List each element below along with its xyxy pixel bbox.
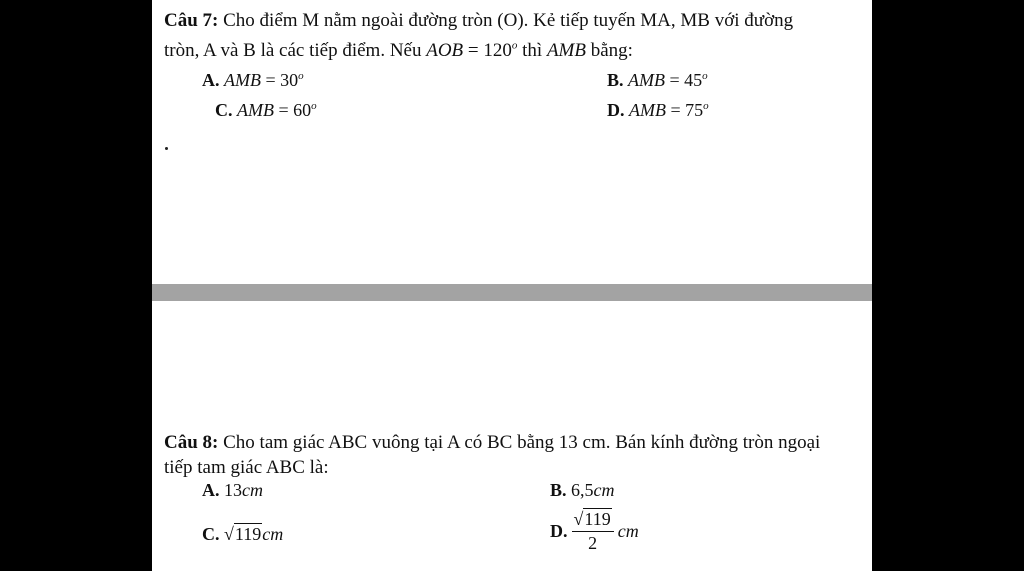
option-8-a — [202, 479, 263, 501]
question-7-text-c: bằng: — [586, 40, 633, 61]
question-7-line-1 — [164, 10, 793, 32]
option-angle: AMB — [224, 70, 261, 90]
option-7-c — [215, 99, 317, 121]
option-unit: cm — [617, 521, 639, 541]
option-value: = 30 — [260, 70, 299, 90]
degree-mark: o — [311, 100, 317, 112]
question-7-line-2 — [164, 40, 633, 62]
option-value: 6,5 — [571, 480, 594, 500]
question-8-label: Câu 8: — [164, 432, 219, 453]
sqrt-radicand: 119 — [584, 509, 611, 529]
option-angle: AMB — [628, 70, 665, 90]
fraction — [572, 508, 614, 554]
option-value: 13 — [224, 480, 242, 500]
question-8-line-1 — [164, 432, 820, 454]
option-value: = 45 — [665, 70, 703, 90]
option-value: = 75 — [665, 100, 704, 120]
option-letter: C. — [202, 524, 220, 544]
question-7-text-a: tròn, A và B là các tiếp điểm. Nếu — [164, 40, 427, 61]
question-7-text-b: thì — [517, 40, 547, 61]
option-angle: AMB — [237, 100, 274, 120]
option-8-c — [202, 523, 283, 545]
option-letter: A. — [202, 480, 220, 500]
stray-dot — [165, 147, 168, 150]
sqrt-expression — [224, 523, 262, 545]
question-8-line-2 — [164, 457, 329, 479]
sqrt-radicand: 119 — [234, 524, 262, 544]
option-8-d — [550, 508, 639, 554]
question-7-label: Câu 7: — [164, 10, 219, 31]
option-letter: D. — [550, 521, 568, 541]
math-angle-aob: AOB — [426, 40, 464, 61]
option-letter: B. — [550, 480, 567, 500]
fraction-numerator — [572, 508, 614, 532]
fraction-denominator: 2 — [588, 533, 598, 553]
option-letter: D. — [607, 100, 625, 120]
option-letter: B. — [607, 70, 624, 90]
option-letter: C. — [215, 100, 233, 120]
option-unit: cm — [262, 524, 284, 544]
page-top — [152, 0, 872, 284]
degree-mark: o — [703, 100, 709, 112]
option-value: = 60 — [273, 100, 312, 120]
option-7-b — [607, 69, 708, 91]
math-angle-amb: AMB — [546, 40, 586, 61]
degree-mark: o — [298, 70, 304, 82]
option-7-a — [202, 69, 304, 91]
sqrt-sign: √ — [573, 509, 584, 529]
question-7-text: Cho điểm M nằm ngoài đường tròn (O). Kẻ tiếp tuyến MA, MB với đường — [218, 10, 794, 31]
page-divider — [152, 284, 872, 301]
option-7-d — [607, 99, 709, 121]
option-angle: AMB — [629, 100, 666, 120]
sqrt-sign: √ — [224, 524, 234, 544]
degree-mark: o — [511, 39, 518, 52]
option-unit: cm — [593, 480, 615, 500]
option-8-b — [550, 479, 615, 501]
option-unit: cm — [242, 480, 263, 500]
question-8-text: Cho tam giác ABC vuông tại A có BC bằng 13 cm. Bán kính đường tròn ngoại — [218, 432, 821, 453]
option-letter: A. — [202, 70, 220, 90]
degree-mark: o — [702, 70, 708, 82]
question-8-text-2: tiếp tam giác ABC là: — [164, 457, 329, 478]
page-bottom — [152, 301, 872, 571]
math-value: = 120 — [463, 40, 512, 61]
